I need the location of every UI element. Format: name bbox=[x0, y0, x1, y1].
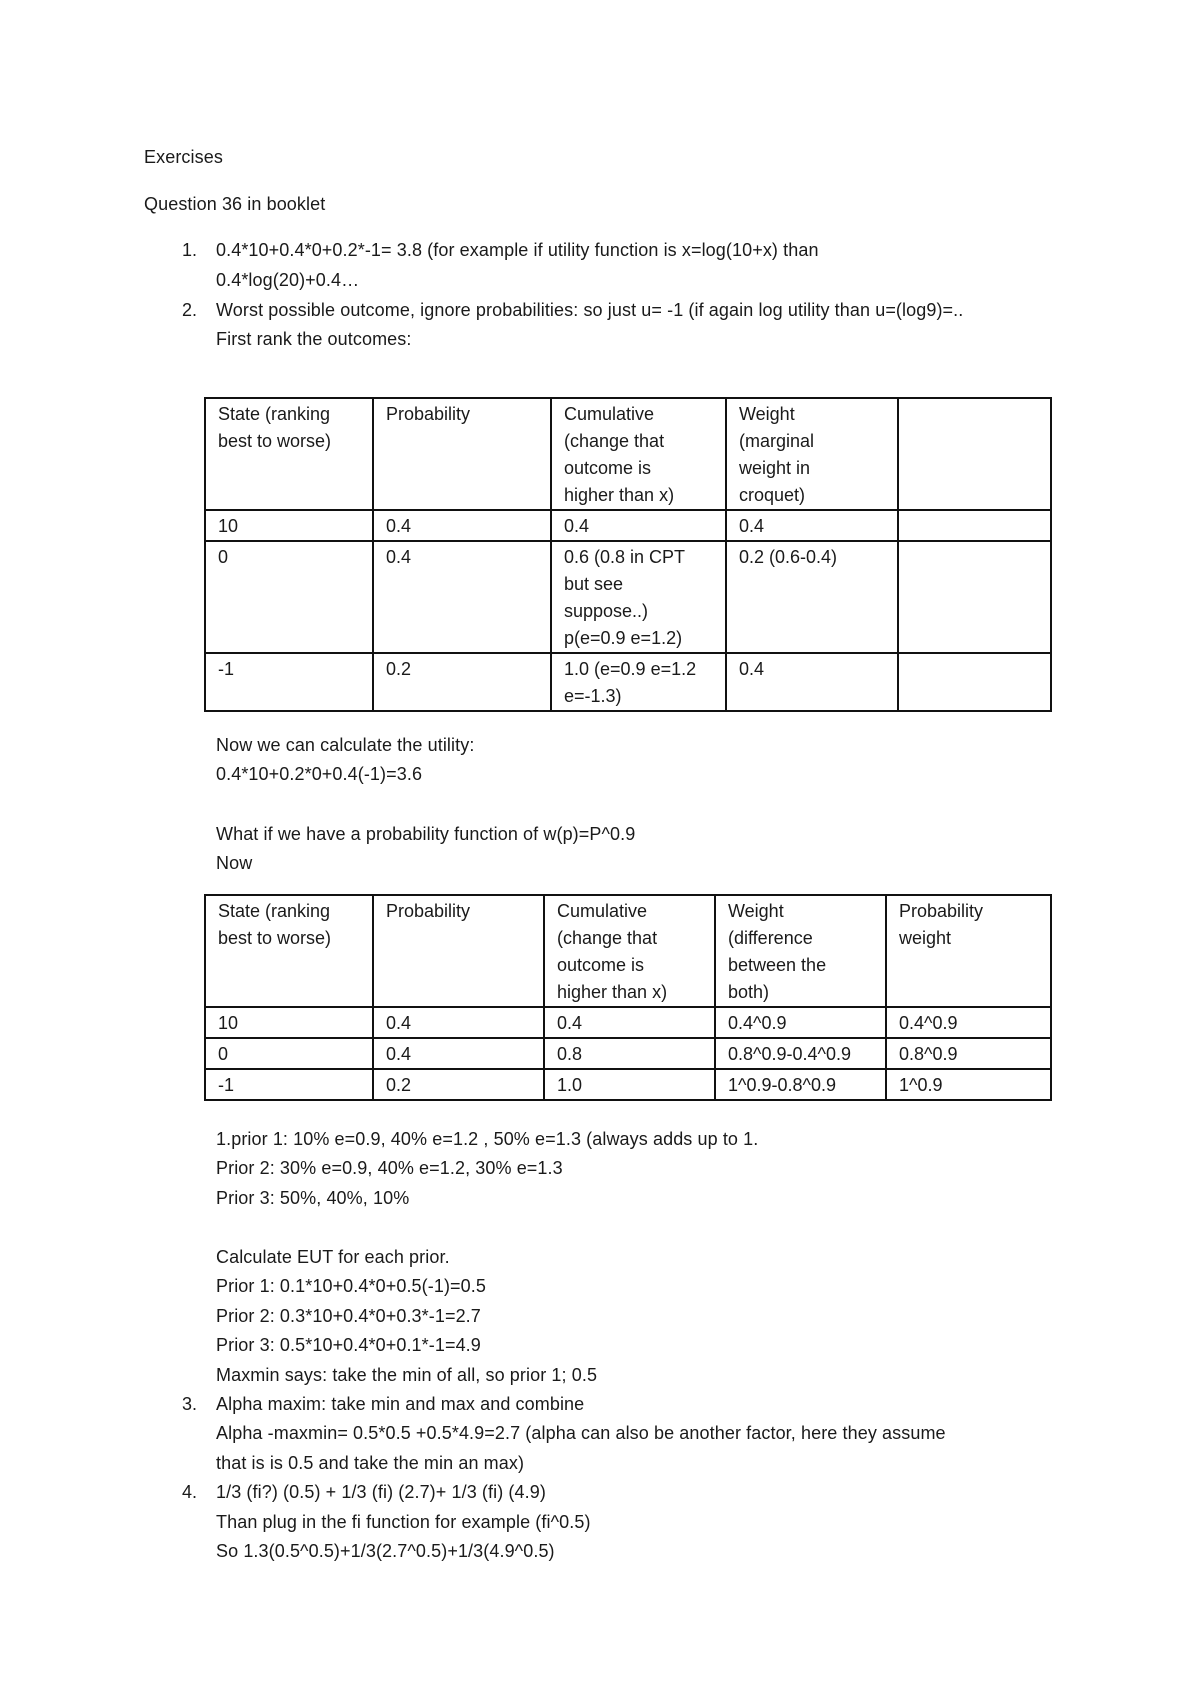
table-header-cell: Probability bbox=[373, 398, 551, 510]
item3-line3: that is is 0.5 and take the min an max) bbox=[216, 1453, 525, 1473]
list-number-3: 3. bbox=[182, 1394, 198, 1414]
table-cell: 0 bbox=[205, 541, 373, 653]
calc-intro: Calculate EUT for each prior. bbox=[216, 1247, 450, 1267]
list-number-4: 4. bbox=[182, 1482, 198, 1502]
table-cell: 0.4 bbox=[551, 510, 726, 541]
item4-line3: So 1.3(0.5^0.5)+1/3(2.7^0.5)+1/3(4.9^0.5) bbox=[216, 1541, 555, 1561]
table-cell: -1 bbox=[205, 653, 373, 711]
table-header-cell: State (ranking best to worse) bbox=[205, 895, 373, 1007]
table-cell: 0.4 bbox=[726, 653, 898, 711]
table-header-cell bbox=[898, 398, 1051, 510]
ranking-table-2 bbox=[204, 894, 1052, 1101]
eut-prior-2: Prior 2: 0.3*10+0.4*0+0.3*-1=2.7 bbox=[216, 1306, 481, 1326]
table-cell: 1.0 bbox=[544, 1069, 715, 1100]
table-cell: 0.8^0.9 bbox=[886, 1038, 1051, 1069]
table-header-cell: Cumulative (change that outcome is higher than x) bbox=[544, 895, 715, 1007]
table-cell bbox=[898, 541, 1051, 653]
eut-prior-1: Prior 1: 0.1*10+0.4*0+0.5(-1)=0.5 bbox=[216, 1276, 486, 1296]
table-cell: 0.8^0.9-0.4^0.9 bbox=[715, 1038, 886, 1069]
question-line: Question 36 in booklet bbox=[144, 194, 326, 214]
item3-line2: Alpha -maxmin= 0.5*0.5 +0.5*4.9=2.7 (alpha can also be another factor, here they assume bbox=[216, 1423, 946, 1443]
table-row bbox=[205, 510, 1051, 541]
table-cell: 0.4 bbox=[373, 1038, 544, 1069]
table-cell: 0.4 bbox=[373, 1007, 544, 1038]
table-row bbox=[205, 1038, 1051, 1069]
item4-line2: Than plug in the fi function for example (fi^0.5) bbox=[216, 1512, 591, 1532]
table-header-row bbox=[205, 398, 1051, 510]
item3-line1: Alpha maxim: take min and max and combine bbox=[216, 1394, 585, 1414]
table-cell: 0.4 bbox=[373, 510, 551, 541]
table-cell: 0.6 (0.8 in CPT but see suppose..) p(e=0.9 e=1.2) bbox=[551, 541, 726, 653]
now-line: Now bbox=[216, 853, 253, 873]
table-cell: 10 bbox=[205, 1007, 373, 1038]
probability-function-line: What if we have a probability function of w(p)=P^0.9 bbox=[216, 824, 636, 844]
table-row bbox=[205, 1007, 1051, 1038]
eut-prior-3: Prior 3: 0.5*10+0.4*0+0.1*-1=4.9 bbox=[216, 1335, 481, 1355]
item2-line1: Worst possible outcome, ignore probabilities: so just u= -1 (if again log utility than u=(log9)=.. bbox=[216, 300, 964, 320]
maxmin-line: Maxmin says: take the min of all, so prior 1; 0.5 bbox=[216, 1365, 598, 1385]
table-cell: 10 bbox=[205, 510, 373, 541]
table-cell bbox=[898, 653, 1051, 711]
table-cell: 0.2 (0.6-0.4) bbox=[726, 541, 898, 653]
list-number-1: 1. bbox=[182, 240, 198, 260]
item1-line2: 0.4*log(20)+0.4… bbox=[216, 270, 360, 290]
table-header-cell: Weight (marginal weight in croquet) bbox=[726, 398, 898, 510]
table-cell: 1^0.9-0.8^0.9 bbox=[715, 1069, 886, 1100]
table-cell: 0.2 bbox=[373, 653, 551, 711]
utility-intro: Now we can calculate the utility: bbox=[216, 735, 475, 755]
table-header-cell: Probability bbox=[373, 895, 544, 1007]
table-row bbox=[205, 1069, 1051, 1100]
utility-formula: 0.4*10+0.2*0+0.4(-1)=3.6 bbox=[216, 764, 423, 784]
prior-3: Prior 3: 50%, 40%, 10% bbox=[216, 1188, 410, 1208]
prior-2: Prior 2: 30% e=0.9, 40% e=1.2, 30% e=1.3 bbox=[216, 1158, 563, 1178]
table-header-row bbox=[205, 895, 1051, 1007]
table-cell: 0.4 bbox=[726, 510, 898, 541]
table-cell: 1^0.9 bbox=[886, 1069, 1051, 1100]
table-cell: 0.4 bbox=[544, 1007, 715, 1038]
table-cell: 0.4^0.9 bbox=[715, 1007, 886, 1038]
heading: Exercises bbox=[144, 147, 223, 167]
table-cell: 0.8 bbox=[544, 1038, 715, 1069]
table-cell: 1.0 (e=0.9 e=1.2 e=-1.3) bbox=[551, 653, 726, 711]
ranking-table-1 bbox=[204, 397, 1052, 712]
table-cell: 0.2 bbox=[373, 1069, 544, 1100]
item4-line1: 1/3 (fi?) (0.5) + 1/3 (fi) (2.7)+ 1/3 (fi) (4.9) bbox=[216, 1482, 546, 1502]
table-cell: -1 bbox=[205, 1069, 373, 1100]
table-cell bbox=[898, 510, 1051, 541]
list-number-2: 2. bbox=[182, 300, 198, 320]
item2-line2: First rank the outcomes: bbox=[216, 329, 412, 349]
table-cell: 0 bbox=[205, 1038, 373, 1069]
table-cell: 0.4^0.9 bbox=[886, 1007, 1051, 1038]
table-header-cell: Probability weight bbox=[886, 895, 1051, 1007]
table-header-cell: Weight (difference between the both) bbox=[715, 895, 886, 1007]
item1-line1: 0.4*10+0.4*0+0.2*-1= 3.8 (for example if utility function is x=log(10+x) than bbox=[216, 240, 819, 260]
table-row bbox=[205, 541, 1051, 653]
prior-1: 1.prior 1: 10% e=0.9, 40% e=1.2 , 50% e=1.3 (always adds up to 1. bbox=[216, 1129, 759, 1149]
table-header-cell: Cumulative (change that outcome is higher than x) bbox=[551, 398, 726, 510]
table-header-cell: State (ranking best to worse) bbox=[205, 398, 373, 510]
table-row bbox=[205, 653, 1051, 711]
table-cell: 0.4 bbox=[373, 541, 551, 653]
